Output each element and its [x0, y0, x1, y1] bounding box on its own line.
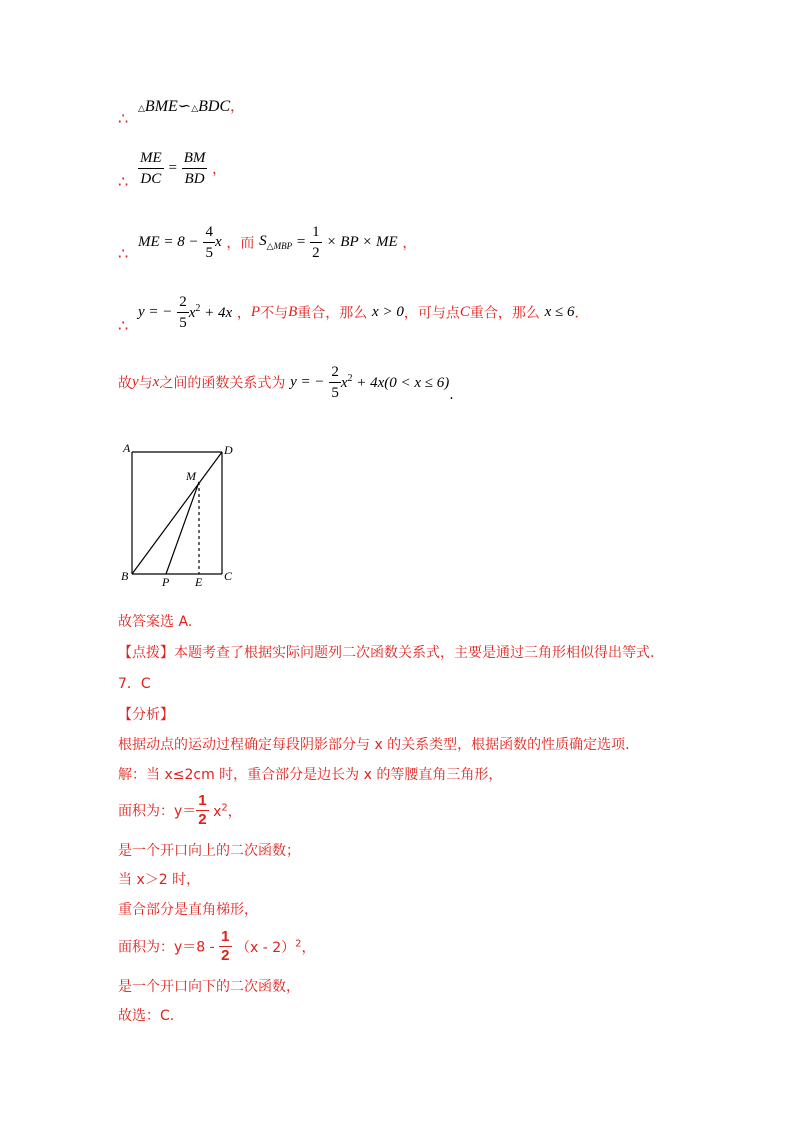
fraction-numerator: 1 — [221, 928, 230, 945]
trapezoid-text: 重合部分是直角梯形， — [118, 902, 258, 918]
condition-text: 不与 — [260, 305, 289, 322]
fraction-denominator: 5 — [179, 315, 187, 331]
area-formula-2 — [118, 928, 315, 965]
fraction-denominator: 2 — [198, 811, 207, 828]
similar-sign: ∽ — [177, 98, 192, 115]
equals-sign: = — [296, 234, 306, 250]
fraction-numerator: 1 — [310, 222, 322, 243]
area-expression: × BP × ME — [326, 234, 398, 250]
area-symbol: S — [259, 233, 267, 249]
domain-expression: + 4x(0 < x ≤ 6) — [352, 375, 450, 391]
variable-x: x — [152, 374, 160, 390]
conclusion-text: 之间的函数关系式为 — [159, 375, 286, 392]
label-b: B — [121, 569, 129, 583]
dianbo-note: 【点拨】本题考查了根据实际问题列二次函数关系式，主要是通过三角形相似得出等式. — [118, 645, 655, 661]
label-a: A — [123, 441, 131, 455]
analysis-text: 根据动点的运动过程确定每段阴影部分与 x 的关系类型，根据函数的性质确定选项. — [118, 737, 630, 753]
condition-text: ，可与点 — [403, 305, 460, 322]
condition-x-max: x ≤ 6 — [544, 304, 575, 320]
label-c: C — [224, 569, 233, 583]
exponent: 2 — [295, 937, 302, 949]
comma: ， — [402, 235, 417, 252]
linear-term: + 4x — [200, 305, 233, 321]
final-choice: 故选：C. — [118, 1008, 175, 1024]
connector-text: ，而 — [226, 235, 255, 252]
variable-x: x — [213, 803, 222, 820]
therefore-symbol: ∴ — [118, 109, 129, 128]
area-label: 面积为：y＝8 - — [118, 939, 215, 956]
open-up-text: 是一个开口向上的二次函数； — [118, 843, 300, 859]
diagonal-bd — [132, 452, 222, 574]
fraction-denominator: 5 — [331, 385, 339, 401]
point-b: B — [288, 304, 298, 320]
therefore-symbol: ∴ — [118, 244, 129, 263]
similarity-line: △BME∽△BDC， — [138, 98, 245, 115]
point-c: C — [459, 304, 470, 320]
fraction-numerator: BM — [182, 148, 208, 169]
comma: ， — [236, 305, 251, 322]
fraction-numerator: 2 — [177, 292, 189, 313]
therefore-symbol: ∴ — [118, 316, 129, 335]
conclusion-line — [118, 362, 454, 403]
therefore-symbol: ∴ — [118, 172, 129, 191]
condition-x-positive: x > 0 — [372, 304, 404, 320]
variable-x: x — [188, 305, 196, 321]
fraction-denominator: DC — [140, 171, 162, 187]
exponent: 2 — [221, 801, 228, 813]
label-p: P — [162, 575, 170, 589]
area-subscript: △MBP — [266, 241, 293, 251]
fraction-denominator: 5 — [205, 245, 213, 261]
segment-pm — [166, 482, 199, 574]
geometry-figure — [120, 440, 250, 590]
conclusion-text: 与 — [138, 375, 153, 392]
me-equation — [138, 222, 416, 263]
fraction-numerator: 4 — [203, 222, 215, 243]
label-e: E — [195, 575, 203, 589]
fraction-denominator: 2 — [312, 245, 320, 261]
comma: ， — [230, 99, 245, 115]
conclusion-text: 故 — [118, 375, 132, 392]
period: ． — [574, 305, 589, 322]
label-m: M — [186, 469, 196, 483]
area-formula-1 — [118, 792, 242, 829]
point-p: P — [250, 304, 261, 320]
comma: ， — [301, 939, 316, 956]
period: . — [449, 387, 454, 403]
ratio-equation — [138, 148, 226, 189]
variable-y: y — [132, 374, 139, 390]
analysis-heading: 【分析】 — [118, 707, 174, 723]
parenthesis-term: （x - 2） — [235, 939, 296, 956]
fraction-numerator: 1 — [198, 792, 207, 809]
condition-text: 重合，那么 — [469, 305, 540, 322]
me-expression: ME = 8 − — [138, 234, 199, 250]
fraction-numerator: ME — [138, 148, 164, 169]
triangle-bdc: BDC — [198, 98, 231, 115]
area-label: 面积为：y＝ — [118, 803, 197, 820]
comma: ， — [212, 161, 227, 178]
open-down-text: 是一个开口向下的二次函数， — [118, 979, 300, 995]
question-7-answer: 7．C — [118, 676, 151, 692]
condition-text: 重合，那么 — [297, 305, 368, 322]
answer-choice: 故答案选 A. — [118, 614, 193, 630]
variable-x: x — [340, 375, 348, 391]
equals-sign: = — [168, 160, 177, 176]
fraction-denominator: 2 — [221, 947, 230, 964]
variable-x: x — [214, 234, 222, 250]
y-expression: y = − — [138, 304, 173, 320]
y-expression: y = − — [290, 374, 325, 390]
function-line — [138, 292, 589, 333]
fraction-denominator: BD — [184, 171, 205, 187]
fraction-numerator: 2 — [329, 362, 341, 383]
triangle-bme: BME — [144, 98, 178, 115]
comma: ， — [227, 803, 242, 820]
exponent: 2 — [195, 303, 201, 314]
when-x-greater-2: 当 x＞2 时， — [118, 872, 201, 888]
label-d: D — [224, 443, 233, 457]
solution-line-1: 解：当 x≤2cm 时，重合部分是边长为 x 的等腰直角三角形， — [118, 767, 503, 783]
exponent: 2 — [347, 373, 353, 384]
